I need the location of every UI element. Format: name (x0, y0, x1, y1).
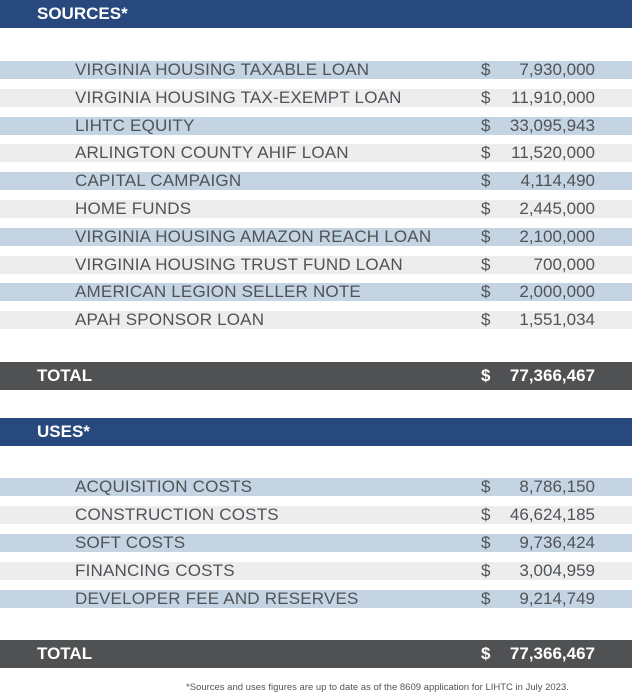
row-label: VIRGINIA HOUSING TAX-EXEMPT LOAN (75, 88, 402, 107)
row-amount: 11,520,000 (511, 143, 595, 162)
sources-title: SOURCES* (37, 4, 128, 23)
uses-header (0, 418, 632, 446)
row-currency: $ (481, 116, 491, 135)
total-currency: $ (481, 366, 491, 385)
row-amount: 3,004,959 (519, 561, 595, 580)
table-row (0, 478, 632, 496)
row-currency: $ (481, 505, 491, 524)
table-row (0, 200, 632, 218)
row-amount: 7,930,000 (519, 60, 595, 79)
total-label: TOTAL (37, 366, 93, 385)
row-label: VIRGINIA HOUSING TAXABLE LOAN (75, 60, 370, 79)
row-currency: $ (481, 561, 491, 580)
row-amount: 2,445,000 (519, 199, 595, 218)
row-amount: 9,214,749 (519, 589, 595, 608)
table-row (0, 89, 632, 107)
row-label: LIHTC EQUITY (75, 116, 195, 135)
table-row (0, 534, 632, 552)
row-label: CONSTRUCTION COSTS (75, 505, 279, 524)
sources-header (0, 0, 632, 28)
row-amount: 8,786,150 (519, 477, 595, 496)
row-amount: 33,095,943 (509, 116, 595, 135)
sources-total-bar (0, 362, 632, 390)
table-row (0, 506, 632, 524)
table-row (0, 144, 632, 162)
row-currency: $ (481, 143, 491, 162)
row-label: SOFT COSTS (75, 533, 186, 552)
row-currency: $ (481, 589, 491, 608)
table-row (0, 61, 632, 79)
table-row (0, 283, 632, 301)
row-label: ACQUISITION COSTS (75, 477, 253, 496)
row-amount: 2,000,000 (519, 282, 595, 301)
total-amount: 77,366,467 (509, 644, 595, 663)
table-row (0, 311, 632, 329)
row-currency: $ (481, 227, 491, 246)
row-amount: 46,624,185 (509, 505, 595, 524)
row-label: APAH SPONSOR LOAN (75, 310, 265, 329)
row-label: ARLINGTON COUNTY AHIF LOAN (75, 143, 349, 162)
row-currency: $ (481, 310, 491, 329)
total-currency: $ (481, 644, 491, 663)
row-currency: $ (481, 533, 491, 552)
total-amount: 77,366,467 (509, 366, 595, 385)
row-label: AMERICAN LEGION SELLER NOTE (75, 282, 361, 301)
table-row (0, 228, 632, 246)
total-label: TOTAL (37, 644, 93, 663)
row-label: CAPITAL CAMPAIGN (75, 171, 242, 190)
row-label: VIRGINIA HOUSING TRUST FUND LOAN (75, 255, 403, 274)
row-currency: $ (481, 171, 491, 190)
table-row (0, 172, 632, 190)
row-label: HOME FUNDS (75, 199, 192, 218)
table-row (0, 117, 632, 135)
row-amount: 9,736,424 (519, 533, 595, 552)
uses-total-bar (0, 640, 632, 668)
row-currency: $ (481, 88, 491, 107)
row-currency: $ (481, 477, 491, 496)
table-row (0, 590, 632, 608)
row-currency: $ (481, 282, 491, 301)
row-amount: 1,551,034 (519, 310, 595, 329)
uses-title: USES* (37, 422, 90, 441)
row-amount: 11,910,000 (511, 88, 595, 107)
row-label: FINANCING COSTS (75, 561, 235, 580)
table-row (0, 562, 632, 580)
table-row (0, 256, 632, 274)
row-amount: 4,114,490 (520, 171, 595, 190)
row-amount: 2,100,000 (519, 227, 595, 246)
row-amount: 700,000 (533, 255, 595, 274)
row-label: VIRGINIA HOUSING AMAZON REACH LOAN (75, 227, 432, 246)
footnote: *Sources and uses figures are up to date as of the 8609 application for LIHTC in July 2023. (186, 682, 569, 693)
row-label: DEVELOPER FEE AND RESERVES (75, 589, 359, 608)
row-currency: $ (481, 60, 491, 79)
row-currency: $ (481, 255, 491, 274)
row-currency: $ (481, 199, 491, 218)
